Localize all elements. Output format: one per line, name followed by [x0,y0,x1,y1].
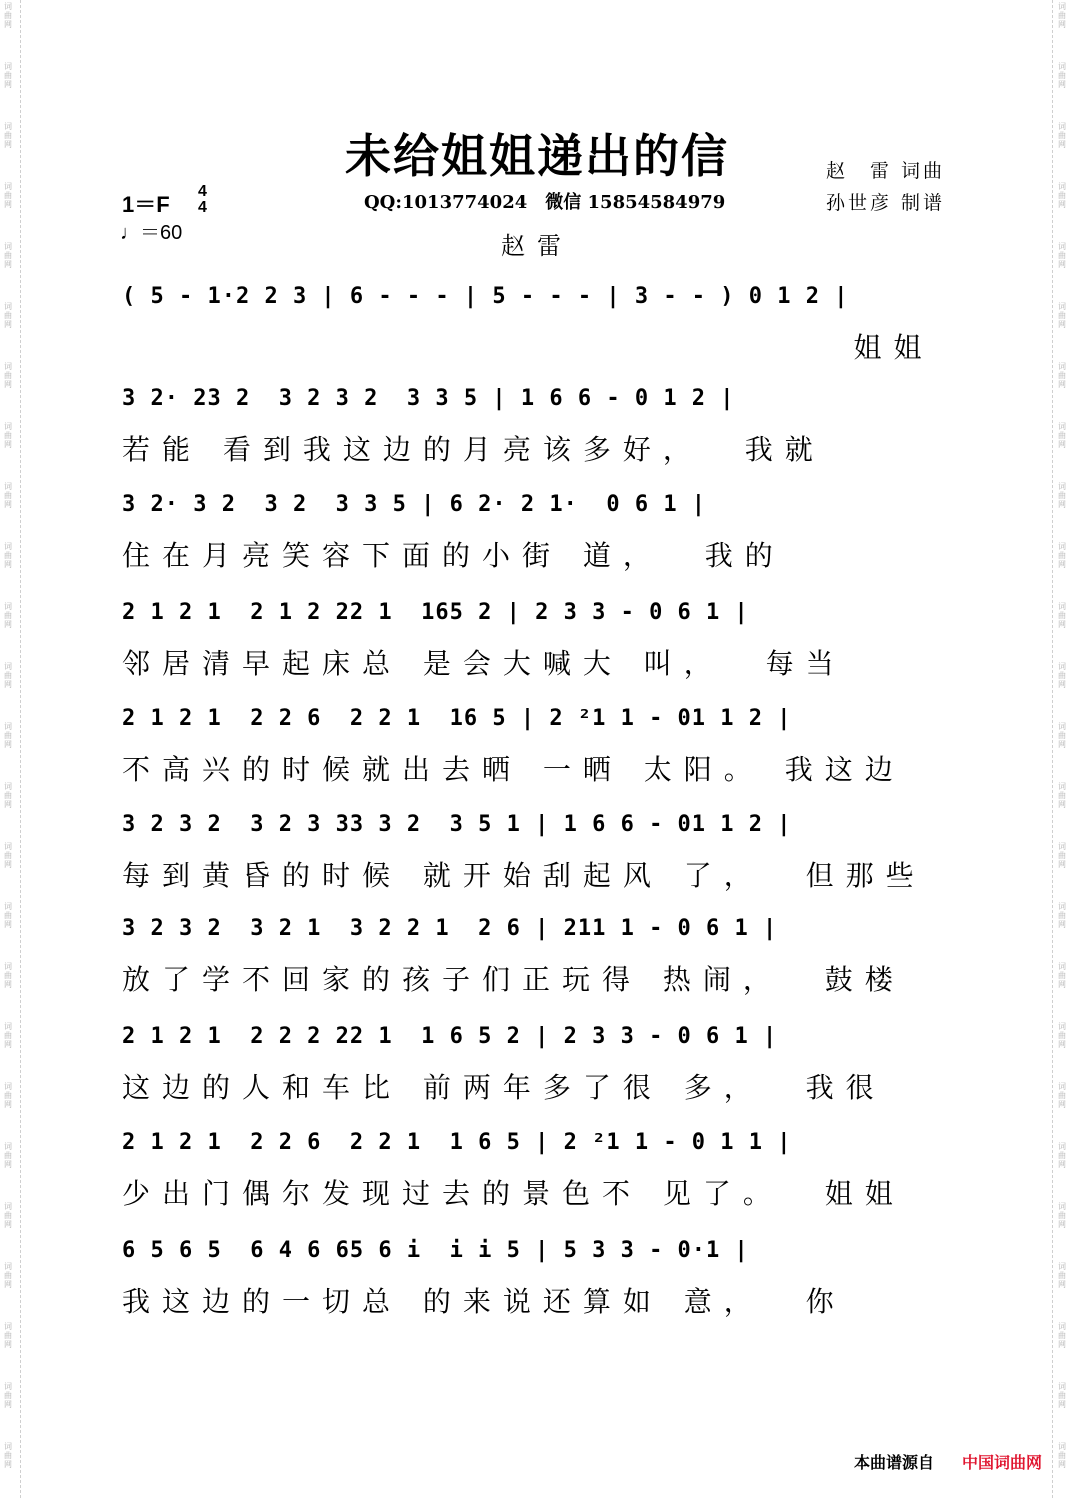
notation-line: 3 2· 23 2 3 2 3 2 3 3 5 | 1 6 6 - 0 1 2 | [122,386,735,411]
side-watermark-mark: 词 曲 网 [4,242,12,269]
time-signature-bottom: 4 [198,199,207,216]
side-watermark-mark: 词 曲 网 [1058,422,1066,449]
side-watermark-mark: 词 曲 网 [1058,362,1066,389]
side-watermark-mark: 词 曲 网 [4,362,12,389]
side-watermark-mark: 词 曲 网 [1058,1202,1066,1229]
lyrics-music-credit: 赵 雷 词曲 [826,160,946,182]
side-watermark-mark: 词 曲 网 [1058,1442,1066,1469]
side-watermark-mark: 词 曲 网 [4,182,12,209]
lyrics-line: 姐姐 [122,331,934,364]
right-watermark-strip [1046,0,1074,1498]
notation-line: 3 2 3 2 3 2 3 33 3 2 3 5 1 | 1 6 6 - 01 1 2 | [122,812,792,837]
side-watermark-mark: 词 曲 网 [4,722,12,749]
side-watermark-mark: 词 曲 网 [1058,722,1066,749]
footer-site-link[interactable]: 中国词曲网 [961,1453,1042,1472]
notation-line: 6 5 6 5 6 4 6 65 6 i i i 5 | 5 3 3 - 0·1 | [122,1238,749,1263]
side-watermark-mark: 词 曲 网 [4,542,12,569]
side-watermark-mark: 词 曲 网 [1058,1082,1066,1109]
side-watermark-mark: 词 曲 网 [4,1082,12,1109]
lyrics-line: 每到黄昏的时候 就开始刮起风 了， 但那些 [122,859,926,892]
side-watermark-mark: 词 曲 网 [1058,902,1066,929]
lyrics-line: 少出门偶尔发现过去的景色不 见了。 姐姐 [122,1177,905,1210]
lyrics-line: 住在月亮笑容下面的小街 道， 我的 [122,539,785,572]
lyrics-line: 这边的人和车比 前两年多了很 多， 我很 [122,1071,886,1104]
side-watermark-mark: 词 曲 网 [4,482,12,509]
side-watermark-mark: 词 曲 网 [1058,1142,1066,1169]
notation-line: 3 2· 3 2 3 2 3 3 5 | 6 2· 2 1· 0 6 1 | [122,492,707,517]
notation-credit: 孙世彦 制谱 [826,192,946,214]
side-watermark-mark: 词 曲 网 [4,962,12,989]
notation-line: 2 1 2 1 2 2 2 22 1 1 6 5 2 | 2 3 3 - 0 6 1 | [122,1024,778,1049]
side-watermark-mark: 词 曲 网 [4,1022,12,1049]
left-cut-line [20,0,21,1498]
side-watermark-mark: 词 曲 网 [4,1322,12,1349]
side-watermark-mark: 词 曲 网 [1058,842,1066,869]
side-watermark-mark: 词 曲 网 [4,2,12,29]
side-watermark-mark: 词 曲 网 [4,842,12,869]
notation-line: 2 1 2 1 2 1 2 22 1 165 2 | 2 3 3 - 0 6 1 | [122,600,749,625]
side-watermark-mark: 词 曲 网 [1058,2,1066,29]
side-watermark-mark: 词 曲 网 [4,602,12,629]
side-watermark-mark: 词 曲 网 [1058,242,1066,269]
footer-source-label: 本曲谱源自 [853,1453,934,1472]
side-watermark-mark: 词 曲 网 [1058,122,1066,149]
side-watermark-mark: 词 曲 网 [4,302,12,329]
side-watermark-mark: 词 曲 网 [1058,542,1066,569]
side-watermark-mark: 词 曲 网 [1058,662,1066,689]
notation-line: 2 1 2 1 2 2 6 2 2 1 16 5 | 2 ²1 1 - 01 1 2 | [122,706,792,731]
side-watermark-mark: 词 曲 网 [1058,602,1066,629]
lyrics-line: 邻居清早起床总 是会大喊大 叫， 每当 [122,647,846,680]
contact-info: QQ:1013774024 微信 15854584979 [364,192,726,213]
side-watermark-mark: 词 曲 网 [1058,1382,1066,1409]
key-signature: 1＝F [122,192,170,217]
side-watermark-mark: 词 曲 网 [1058,182,1066,209]
side-watermark-mark: 词 曲 网 [1058,482,1066,509]
side-watermark-mark: 词 曲 网 [4,422,12,449]
side-watermark-mark: 词 曲 网 [4,782,12,809]
time-signature [198,184,207,216]
side-watermark-mark: 词 曲 网 [4,1262,12,1289]
side-watermark-mark: 词 曲 网 [1058,1322,1066,1349]
song-title: 未给姐姐递出的信 [345,129,729,183]
side-watermark-mark: 词 曲 网 [1058,782,1066,809]
notation-line: ( 5 - 1·2 2 3 | 6 - - - | 5 - - - | 3 - - ) 0 1 2 | [122,284,849,309]
side-watermark-mark: 词 曲 网 [1058,302,1066,329]
side-watermark-mark: 词 曲 网 [4,1442,12,1469]
time-signature-top: 4 [198,183,207,200]
tempo-marking: ♩＝60 [120,222,183,244]
side-watermark-mark: 词 曲 网 [4,662,12,689]
side-watermark-mark: 词 曲 网 [1058,962,1066,989]
side-watermark-mark: 词 曲 网 [1058,1262,1066,1289]
lyrics-line: 若能 看到我这边的月亮该多好， 我就 [122,433,825,466]
side-watermark-mark: 词 曲 网 [4,122,12,149]
side-watermark-mark: 词 曲 网 [4,62,12,89]
side-watermark-mark: 词 曲 网 [1058,1022,1066,1049]
right-cut-line [1052,0,1053,1498]
lyrics-line: 不高兴的时候就出去晒 一晒 太阳。 我这边 [122,753,905,786]
side-watermark-mark: 词 曲 网 [4,902,12,929]
side-watermark-mark: 词 曲 网 [4,1142,12,1169]
lyrics-line: 我这边的一切总 的来说还算如 意， 你 [122,1285,846,1318]
lyrics-line: 放了学不回家的孩子们正玩得 热闹， 鼓楼 [122,963,905,996]
left-watermark-strip [0,0,28,1498]
side-watermark-mark: 词 曲 网 [4,1382,12,1409]
notation-line: 3 2 3 2 3 2 1 3 2 2 1 2 6 | 211 1 - 0 6 1 | [122,916,778,941]
side-watermark-mark: 词 曲 网 [1058,62,1066,89]
notation-line: 2 1 2 1 2 2 6 2 2 1 1 6 5 | 2 ²1 1 - 0 1 1 | [122,1130,792,1155]
side-watermark-mark: 词 曲 网 [4,1202,12,1229]
singer-name: 赵雷 [501,232,573,260]
